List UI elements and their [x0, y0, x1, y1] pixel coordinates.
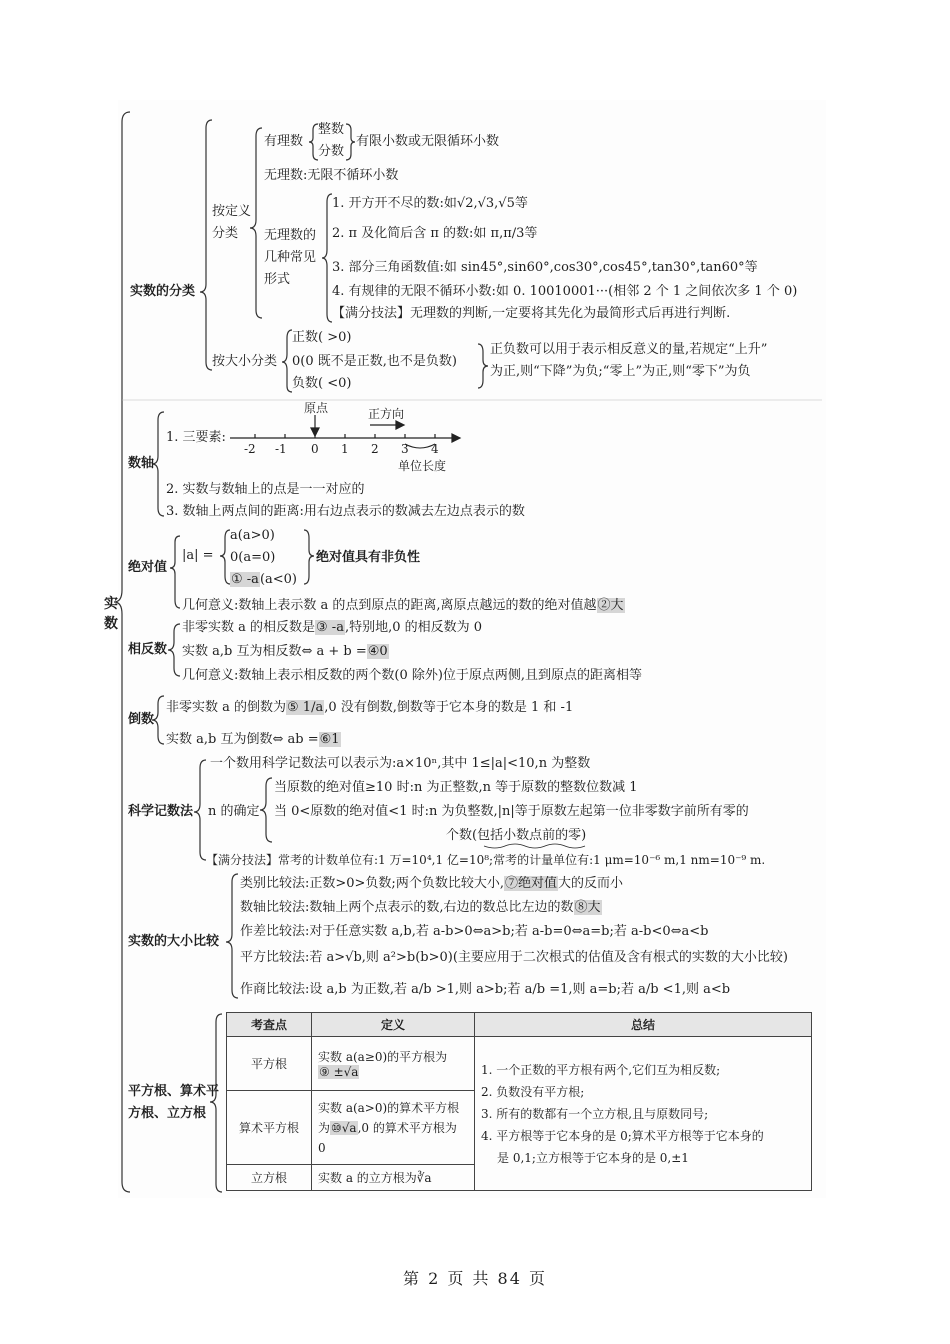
- absolute-title: 绝对值: [128, 560, 168, 575]
- summary-line: 4. 平方根等于它本身的是 0;算术平方根等于它本身的: [481, 1128, 764, 1143]
- origin-label: 原点: [304, 401, 329, 415]
- answer-blank: ④0: [367, 644, 388, 659]
- roots-table: [226, 1012, 812, 1191]
- opposite-line-2-text: 实数 a,b 互为相反数⇔ a + b =: [182, 644, 367, 659]
- classification-title: 实数的分类: [130, 284, 196, 299]
- number-line-title: 数轴: [128, 456, 155, 471]
- answer-blank: ③ -a: [316, 620, 344, 635]
- positive-label: 正数( >0): [292, 330, 352, 345]
- abs-case-2: 0(a=0): [230, 550, 276, 565]
- table-header-row: [227, 1013, 812, 1037]
- answer-blank: ⑧大: [574, 900, 601, 915]
- table-row: [227, 1037, 812, 1091]
- size-note-1: 正负数可以用于表示相反意义的量,若规定“上升”: [490, 342, 768, 357]
- tick-label: 4: [431, 442, 439, 456]
- n-case-2: 当 0<原数的绝对值<1 时:n 为负整数,|n|等于原数左起第一位非零数字前所有零的: [274, 804, 749, 819]
- reciprocal-line-1-text: 非零实数 a 的倒数为: [166, 700, 287, 715]
- number-line-item-2: 2. 实数与数轴上的点是一一对应的: [166, 482, 365, 497]
- tick-label: 3: [401, 442, 409, 456]
- by-size-label: 按大小分类: [212, 354, 278, 369]
- fraction-label: 分数: [318, 144, 345, 159]
- tick-label: 2: [371, 442, 379, 456]
- number-line-item-3: 3. 数轴上两点间的距离:用右边点表示的数减去左边点表示的数: [166, 504, 525, 519]
- summary-line: 1. 一个正数的平方根有两个,它们互为相反数;: [481, 1062, 721, 1077]
- def-text: 实数 a(a≥0)的平方根为: [318, 1050, 448, 1064]
- by-definition-label-b: 分类: [212, 226, 239, 241]
- answer-blank: ⑨ ±√a: [319, 1065, 359, 1079]
- rational-desc: 有限小数或无限循环小数: [356, 134, 500, 149]
- abs-case-3: [230, 572, 297, 588]
- answer-blank: ⑤ 1/a: [287, 700, 324, 715]
- compare-method-1-tail: 大的反而小: [557, 876, 623, 891]
- table-cell-summary: [475, 1037, 812, 1191]
- irrational-form-3: 3. 部分三角函数值:如 sin45°,sin60°,cos30°,cos45°,tan30°,tan60°等: [332, 260, 758, 275]
- answer-blank: ②大: [597, 598, 624, 613]
- irrational-desc: 无理数:无限不循环小数: [264, 168, 399, 183]
- size-note-2: 为正,则“下降”为负;“零上”为正,则“零下”为负: [490, 364, 751, 379]
- negative-label: 负数( <0): [292, 376, 352, 391]
- roots-title-1: 平方根、算术平: [128, 1084, 220, 1099]
- n-label: n 的确定: [208, 804, 260, 819]
- n-case-2-tail: 个数(包括小数点前的零): [446, 828, 587, 843]
- unit-length-label: 单位长度: [398, 459, 447, 473]
- opposite-line-2: [182, 644, 389, 660]
- compare-method-3: 作差比较法:对于任意实数 a,b,若 a-b>0⇔a>b;若 a-b=0⇔a=b;若 a-b<0⇔a<b: [240, 924, 709, 939]
- common-forms-3: 形式: [264, 272, 291, 287]
- classification-tip: 【满分技法】无理数的判断,一定要将其先化为最简形式后再进行判断.: [332, 306, 731, 321]
- answer-blank: ⑥1: [319, 732, 340, 747]
- tick-label: 1: [341, 442, 349, 456]
- page-footer: 第 2 页 共 84 页: [403, 1269, 547, 1288]
- rational-label: 有理数: [264, 134, 304, 149]
- opposite-line-1-tail: ,特别地,0 的相反数为 0: [344, 620, 483, 635]
- compare-method-1: [240, 876, 623, 892]
- reciprocal-line-2: [166, 732, 341, 748]
- answer-blank: ① -a: [231, 572, 259, 587]
- table-cell-point: 立方根: [227, 1165, 312, 1191]
- table-cell-point: 算术平方根: [227, 1091, 312, 1165]
- answer-blank: ⑦绝对值: [504, 876, 557, 891]
- compare-method-4: 平方比较法:若 a>√b,则 a²>b(b>0)(主要应用于二次根式的估值及含有根式的实数的大小比较): [240, 950, 788, 965]
- n-case-1: 当原数的绝对值≥10 时:n 为正整数,n 等于原数的整数位数减 1: [274, 780, 638, 795]
- abs-case-3-cond: (a<0): [259, 572, 297, 587]
- def-tail: ,0 的算术平方根为 0: [318, 1120, 457, 1155]
- common-forms-2: 几种常见: [264, 250, 317, 265]
- def-text: 实数 a(a>0)的算术平方根为: [318, 1100, 460, 1135]
- scientific-title: 科学记数法: [128, 804, 194, 819]
- compare-method-5: 作商比较法:设 a,b 为正数,若 a/b >1,则 a>b;若 a/b =1,则 a=b;若 a/b <1,则 a<b: [240, 982, 731, 997]
- table-cell-def: [312, 1037, 475, 1091]
- scientific-line-1: 一个数用科学记数法可以表示为:a×10ⁿ,其中 1≤|a|<10,n 为整数: [210, 756, 591, 771]
- compare-title: 实数的大小比较: [128, 934, 220, 949]
- abs-geo-text: 几何意义:数轴上表示数 a 的点到原点的距离,离原点越远的数的绝对值越: [182, 598, 597, 613]
- number-line-item-1: 1. 三要素:: [166, 430, 226, 445]
- common-forms-1: 无理数的: [264, 228, 317, 243]
- opposite-line-1: [182, 620, 482, 636]
- reciprocal-line-1: [166, 700, 573, 716]
- table-cell-point: 平方根: [227, 1037, 312, 1091]
- abs-geo-meaning: [182, 598, 625, 614]
- table-header: 考查点: [227, 1013, 312, 1037]
- abs-case-1: a(a>0): [230, 528, 275, 543]
- table-header: 定义: [312, 1013, 475, 1037]
- summary-line: 2. 负数没有平方根;: [481, 1084, 585, 1099]
- abs-property: 绝对值具有非负性: [316, 550, 421, 565]
- direction-label: 正方向: [368, 407, 405, 421]
- table-cell-def: 实数 a 的立方根为∛a: [312, 1165, 475, 1191]
- compare-method-2: [240, 900, 602, 916]
- irrational-form-1: 1. 开方开不尽的数:如√2,√3,√5等: [332, 196, 528, 211]
- roots-title-2: 方根、立方根: [128, 1106, 207, 1121]
- opposite-line-3: 几何意义:数轴上表示相反数的两个数(0 除外)位于原点两侧,且到原点的距离相等: [182, 668, 643, 683]
- by-definition-label-a: 按定义: [212, 204, 252, 219]
- zero-label: 0(0 既不是正数,也不是负数): [292, 354, 457, 369]
- scientific-tip: 【满分技法】常考的计数单位有:1 万=10⁴,1 亿=10⁸;常考的计量单位有:1 μm=10⁻⁶ m,1 nm=10⁻⁹ m.: [206, 853, 766, 867]
- tick-label: -2: [244, 442, 256, 456]
- reciprocal-line-1-tail: ,0 没有倒数,倒数等于它本身的数是 1 和 -1: [324, 700, 574, 715]
- tick-label: 0: [311, 442, 319, 456]
- opposite-title: 相反数: [128, 642, 168, 657]
- opposite-line-1-text: 非零实数 a 的相反数是: [182, 620, 316, 635]
- reciprocal-line-2-text: 实数 a,b 互为倒数⇔ ab =: [166, 732, 319, 747]
- table-cell-def: [312, 1091, 475, 1165]
- answer-blank: ⑩√a: [331, 1120, 357, 1135]
- irrational-form-4: 4. 有规律的无限不循环小数:如 0. 10010001···(相邻 2 个 1 之间依次多 1 个 0): [332, 284, 798, 299]
- compare-method-1-text: 类别比较法:正数>0>负数;两个负数比较大小,: [240, 876, 504, 891]
- root-title: 实数: [104, 596, 118, 632]
- abs-lhs: |a| =: [182, 548, 214, 563]
- reciprocal-title: 倒数: [128, 712, 155, 727]
- compare-method-2-text: 数轴比较法:数轴上两个点表示的数,右边的数总比左边的数: [240, 900, 574, 915]
- summary-line: 是 0,1;立方根等于它本身的是 0,±1: [497, 1150, 689, 1165]
- summary-line: 3. 所有的数都有一个立方根,且与原数同号;: [481, 1106, 709, 1121]
- irrational-form-2: 2. π 及化简后含 π 的数:如 π,π/3等: [332, 226, 538, 241]
- table-header: 总结: [475, 1013, 812, 1037]
- integer-label: 整数: [318, 122, 345, 137]
- tick-label: -1: [275, 442, 287, 456]
